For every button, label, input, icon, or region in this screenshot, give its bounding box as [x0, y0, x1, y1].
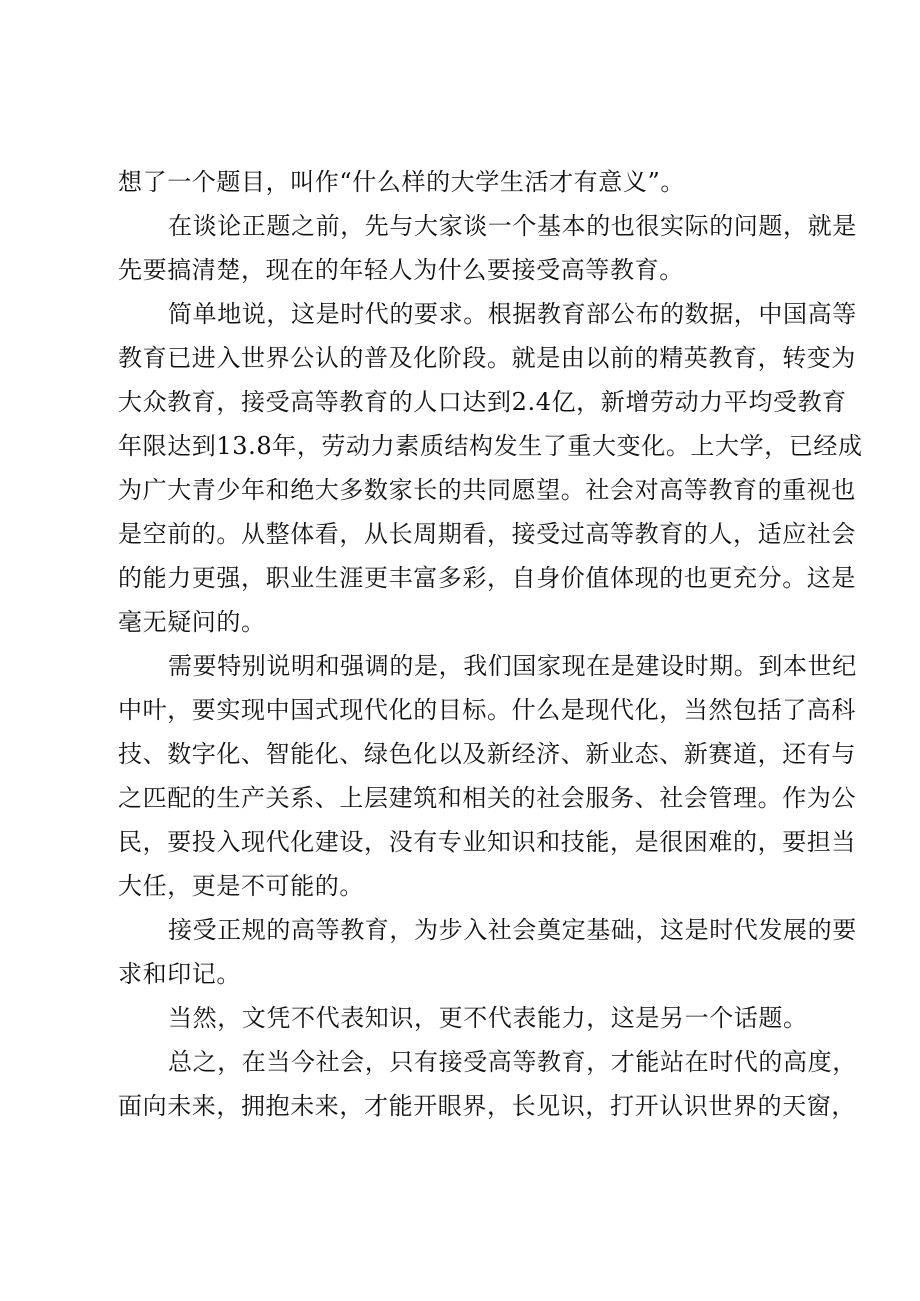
text-line: 接受正规的高等教育，为步入社会奠定基础，这是时代发展的要: [168, 916, 857, 944]
text-line: 是空前的。从整体看，从长周期看，接受过高等教育的人，适应社会: [118, 520, 856, 548]
text-line: 教育已进入世界公认的普及化阶段。就是由以前的精英教育，转变为: [118, 344, 856, 372]
text-line: 年限达到13.8年，劳动力素质结构发生了重大变化。上大学，已经成: [118, 432, 863, 460]
text-line: 在谈论正题之前，先与大家谈一个基本的也很实际的问题，就是: [168, 212, 857, 240]
text-line: 需要特别说明和强调的是，我们国家现在是建设时期。到本世纪: [168, 652, 857, 680]
text-line: 民，要投入现代化建设，没有专业知识和技能，是很困难的，要担当: [118, 828, 856, 856]
text-line: 想了一个题目，叫作“什么样的大学生活才有意义”。: [118, 168, 685, 196]
text-line: 的能力更强，职业生涯更丰富多彩，自身价值体现的也更充分。这是: [118, 564, 856, 592]
text-line: 技、数字化、智能化、绿色化以及新经济、新业态、新赛道，还有与: [118, 740, 856, 768]
text-line: 大众教育，接受高等教育的人口达到2.4亿，新增劳动力平均受教育: [118, 388, 847, 416]
text-line: 先要搞清楚，现在的年轻人为什么要接受高等教育。: [118, 256, 684, 284]
text-line: 求和印记。: [118, 960, 241, 988]
text-line: 之匹配的生产关系、上层建筑和相关的社会服务、社会管理。作为公: [118, 784, 856, 812]
text-line: 大任，更是不可能的。: [118, 872, 364, 900]
text-line: 当然，文凭不代表知识，更不代表能力，这是另一个话题。: [168, 1004, 808, 1032]
text-line: 为广大青少年和绝大多数家长的共同愿望。社会对高等教育的重视也: [118, 476, 856, 504]
text-line: 简单地说，这是时代的要求。根据教育部公布的数据，中国高等: [168, 300, 857, 328]
text-line: 毫无疑问的。: [118, 608, 266, 636]
text-line: 面向未来，拥抱未来，才能开眼界，长见识，打开认识世界的天窗，: [118, 1092, 856, 1120]
text-line: 中叶，要实现中国式现代化的目标。什么是现代化，当然包括了高科: [118, 696, 856, 724]
text-line: 总之，在当今社会，只有接受高等教育，才能站在时代的高度，: [168, 1048, 857, 1076]
